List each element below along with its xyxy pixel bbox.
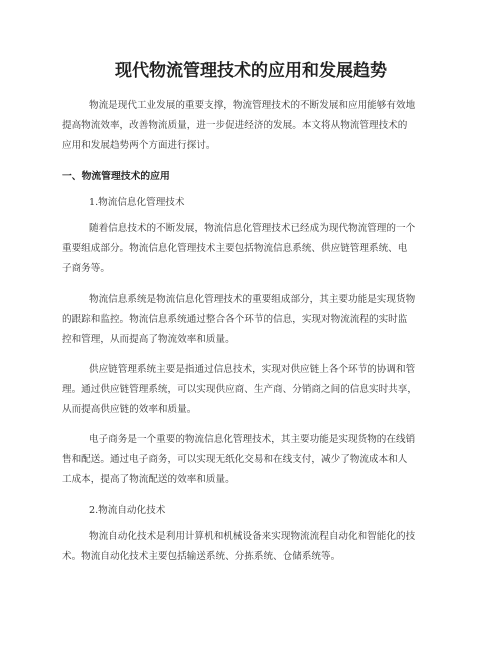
paragraph-4-line-2: 售和配送。通过电子商务，可以实现无纸化交易和在线支付，减少了物流成本和人 — [62, 454, 408, 465]
paragraph-1-line-1: 随着信息技术的不断发展，物流信息化管理技术已经成为现代物流管理的一个 — [89, 223, 416, 234]
paragraph-4-line-3: 工成本，提高了物流配送的效率和质量。 — [62, 474, 235, 485]
paragraph-1-line-3: 子商务等。 — [62, 263, 110, 274]
subheading-2: 2.物流自动化技术 — [89, 505, 166, 516]
paragraph-1-line-2: 重要组成部分。物流信息化管理技术主要包括物流信息系统、供应链管理系统、电 — [62, 243, 408, 254]
subheading-1: 1.物流信息化管理技术 — [89, 197, 185, 208]
paragraph-2-line-1: 物流信息系统是物流信息化管理技术的重要组成部分，其主要功能是实现货物 — [89, 294, 416, 305]
paragraph-3-line-1: 供应链管理系统主要是指通过信息技术，实现对供应链上各个环节的协调和管 — [89, 364, 416, 375]
section-heading-1: 一、物流管理技术的应用 — [62, 171, 170, 182]
paragraph-5-line-2: 术。物流自动化技术主要包括输送系统、分拣系统、仓储系统等。 — [62, 551, 341, 562]
paragraph-3-line-3: 从而提高供应链的效率和质量。 — [62, 404, 197, 415]
paragraph-2-line-2: 的跟踪和监控。物流信息系统通过整合各个环节的信息，实现对物流流程的实时监 — [62, 314, 408, 325]
intro-line-2: 提高物流效率，改善物流质量，进一步促进经济的发展。本文将从物流管理技术的 — [62, 120, 408, 131]
paragraph-2-line-3: 控和管理，从而提高了物流效率和质量。 — [62, 334, 235, 345]
paragraph-4-line-1: 电子商务是一个重要的物流信息化管理技术，其主要功能是实现货物的在线销 — [89, 434, 416, 445]
intro-line-3: 应用和发展趋势两个方面进行探讨。 — [62, 140, 216, 151]
paragraph-3-line-2: 理。通过供应链管理系统，可以实现供应商、生产商、分销商之间的信息实时共享， — [62, 384, 417, 395]
paragraph-5-line-1: 物流自动化技术是利用计算机和机械设备来实现物流流程自动化和智能化的技 — [89, 531, 416, 542]
intro-line-1: 物流是现代工业发展的重要支撑，物流管理技术的不断发展和应用能够有效地 — [89, 100, 416, 111]
document-title: 现代物流管理技术的应用和发展趋势 — [115, 61, 387, 81]
